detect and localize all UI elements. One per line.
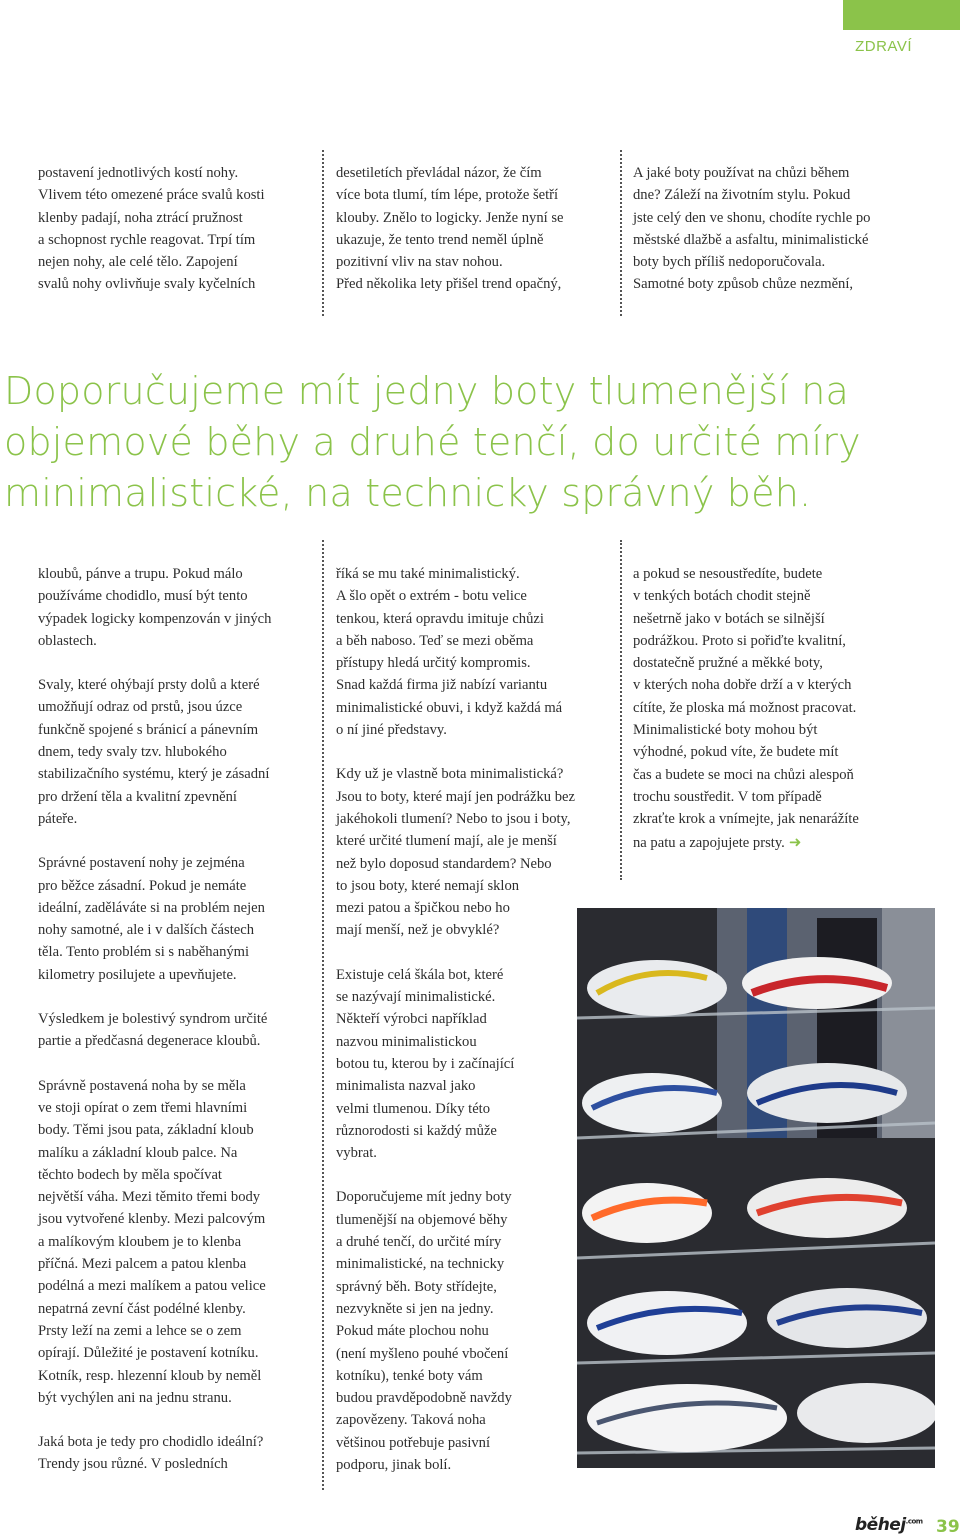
paragraph: Existuje celá škála bot, které se nazývají minimalistické. Někteří výrobci například nazvou minimalistickou botou tu, kterou by i začínající minimalista nazval jako velmi tlumenou. Díky této různorodosti si každý může vybrat. [336,966,515,1162]
paragraph: Správně postavená noha by se měla ve stoji opírat o zem třemi hlavními body. Těmi jsou pata, základní kloub malíku a základní kloub palce. Na těchto bodech by měla spočívat největší váha. Mezi těmito třemi body jsou vytvořené klenby. Mezi palcovým a malíkovým kloubem je to klenba příčná. Mezi palcem a patou klenba podélná a mezi malíkem a patou velice nepatrná zevní část podélné klenby. Prsty leží na zemi a lehce se o zem opírají. Důležité je postavení kotníku. Kotník, resp. hlezenní kloub by neměl být vychýlen ani na jednu stranu. [38,1077,266,1406]
arrow-right-icon: ➜ [788,832,802,851]
paragraph: Svaly, které ohýbají prsty dolů a které umožňují odraz od prstů, jsou úzce funkčně spojené s bránicí a pánevním dnem, tedy svaly tzv. hlubokého stabilizačního systému, který je zásadní pro držení těla a kvalitní zpevnění páteře. [38,677,270,827]
paragraph: Jaká bota je tedy pro chodidlo ideální? Trendy jsou různé. V posledních [38,1434,264,1473]
column-separator [322,540,324,1490]
magazine-logo [855,1515,923,1535]
logo-suffix: .com [905,1517,923,1526]
paragraph: kloubů, pánve a trupu. Pokud málo používáme chodidlo, musí být tento výpadek logicky kompenzován v jiných oblastech. [38,566,272,649]
paragraph: Kdy už je vlastně bota minimalistická? Jsou to boty, které mají jen podrážku bez jakéhokoli tlumení? Nebo to jsou i boty, které určité tlumení mají, ale je menší než bylo doposud standardem? Nebo to jsou boty, které nemají sklon mezi patou a špičkou nebo ho mají menší, než je obvyklé? [336,766,575,939]
paragraph-text: a pokud se nesoustředíte, budete v tenkých botách chodit stejně nešetrně jako v botách se silnější podrážkou. Proto si pořiďte kvalitní, dostatečně pružné a měkké boty, v kterých noha dobře drží a v kterých cítíte, že ploska má možnost pracovat. Minimalistické boty mohou být výhodné, pokud víte, že budete mít čas a budete se moci na chůzi alespoň trochu soustředit. V tom případě zkraťte krok a vnímejte, jak nenarážíte na patu a zapojujete prsty. [633,566,859,851]
column-separator [620,540,622,880]
section-label: ZDRAVÍ [855,38,912,55]
bottom-column-1 [38,563,313,1476]
paragraph: Správné postavení nohy je zejména pro běžce zásadní. Pokud je nemáte ideální, zaděláváte si na problém nejen nohy samotné, ale i v dalších částech těla. Tento problém si s naběhanými kilometry posilujete a upevňujete. [38,855,265,983]
running-shoes-photo [577,908,935,1468]
paragraph: A jaké boty používat na chůzi během dne? Záleží na životním stylu. Pokud jste celý den ve shonu, chodíte rychle po městské dlažbě a asfaltu, minimalistické boty bych příliš nedoporučovala. Samotné boty způsob chůze nezmění, [633,165,871,293]
paragraph: desetiletích převládal názor, že čím více bota tlumí, tím lépe, protože šetří klouby. Znělo to logicky. Jenže nyní se ukazuje, že tento trend neměl úplně pozitivní vliv na stav nohou. Před několika lety přišel trend opačný, [336,165,564,293]
pull-quote: Doporučujeme mít jedny boty tlumenější na objemové běhy a druhé tenčí, do určité míry minimalistické, na technicky správný běh. [4,369,861,515]
paragraph: Výsledkem je bolestivý syndrom určité partie a předčasná degenerace kloubů. [38,1011,268,1050]
top-column-3 [633,162,923,296]
paragraph: postavení jednotlivých kostí nohy. Vlivem této omezené práce svalů kosti klenby padají, noha ztrácí pružnost a schopnost rychle reagovat. Trpí tím nejen nohy, ale celé tělo. Zapojení svalů nohy ovlivňuje svaly kyčelních [38,165,265,293]
top-column-1 [38,162,308,296]
page-number: 39 [936,1517,960,1537]
bottom-column-3 [633,563,933,854]
paragraph: Doporučujeme mít jedny boty tlumenější na objemové běhy a druhé tenčí, do určité míry minimalistické, na technicky správný běh. Boty střídejte, nezvykněte si jen na jedny. Pokud máte plochou nohu (není myšleno pouhé vbočení kotníku), tenké boty vám budou pravděpodobně navždy zapovězeny. Taková noha většinou potřebuje pasivní podporu, jinak bolí. [336,1189,512,1473]
column-separator [620,150,622,316]
logo-text: běhej [855,1515,906,1535]
column-separator [322,150,324,316]
paragraph: říká se mu také minimalistický. A šlo opět o extrém - botu velice tenkou, která opravdu imituje chůzi a běh naboso. Teď se mezi oběma přístupy hledá určitý kompromis. Snad každá firma již nabízí variantu minimalistické obuvi, i když každá má o ní jiné představy. [336,566,563,739]
top-column-2 [336,162,611,296]
paragraph [633,563,933,854]
section-color-tab [843,0,960,30]
